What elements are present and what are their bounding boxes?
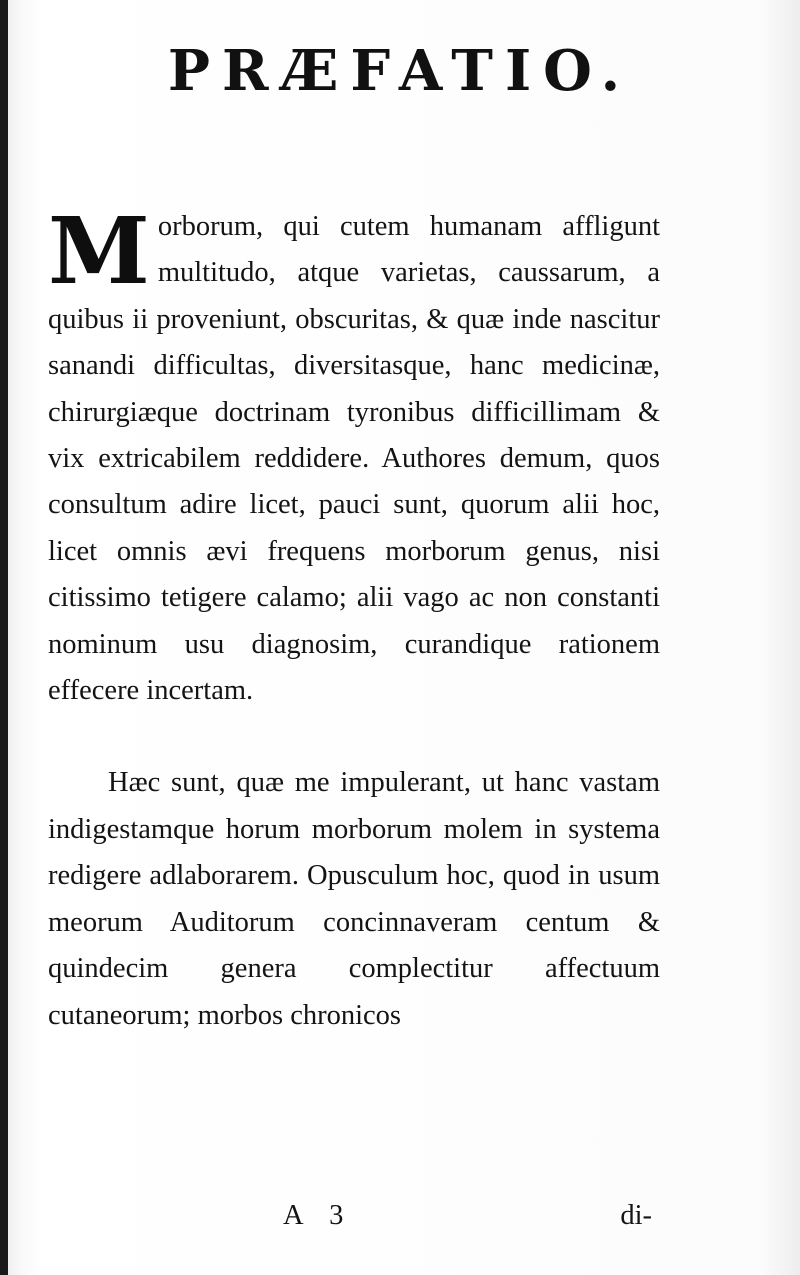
catchword: di-: [620, 1200, 652, 1231]
page-footer: [48, 1200, 660, 1240]
paragraph-1: [48, 197, 660, 714]
page-heading: PRÆFATIO.: [167, 38, 633, 104]
drop-cap-initial: M: [48, 197, 150, 305]
paragraph-2: Hæc sunt, quæ me impulerant, ut hanc vastam indigestamque horum morborum molem in systema redigere adlaborarem. Opusculum hoc, quod in usum meorum Auditorum concinnaveram centum & quindecim genera complectitur affectuum cutaneorum; morbos chronicos: [48, 767, 660, 1031]
paragraph-1-text: orborum, qui cutem humanam affligunt multitudo, atque varietas, caussarum, a quibus ii proveniunt, obscuritas, & quæ inde nascitur sanandi difficultas, diversitasque, hanc medicinæ, chirurgiæque doctrinam tyronibus difficillimam & vix extricabilem reddidere. Authores demum, quos consultum adire licet, pauci sunt, quorum alii hoc, licet omnis ævi frequens morborum genus, nisi citissimo tetigere calamo; alii vago ac non constanti nominum usu diagnosim, curandique rationem effecere incertam.: [48, 211, 660, 707]
signature-mark: A 3: [283, 1200, 354, 1231]
body-text: [48, 197, 660, 1039]
page-edge-shadow: [0, 0, 8, 1275]
